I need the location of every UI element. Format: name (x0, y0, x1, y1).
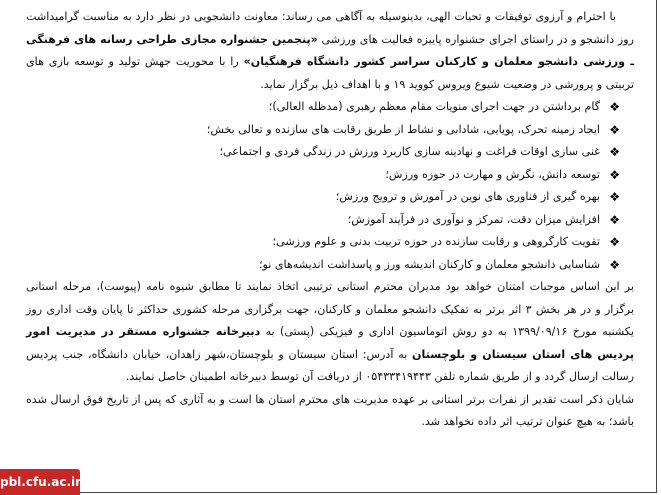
closing-paragraph: شایان ذکر است تقدیر از نفرات برتر استانی بر عهده مدیریت های محترم استان ها است و به آثاری که پس از تاریخ فوق ارسال شده باشد؛ به هیچ عنوان ترتیب اثر داده نخواهد شد. (26, 392, 634, 428)
diamond-cluster-icon: ❖ (609, 145, 620, 159)
list-item-text: تقویت کارگروهی و رقابت سازنده در حوزه تربیت بدنی و علوم ورزشی؛ (272, 235, 600, 248)
diamond-cluster-icon: ❖ (609, 212, 620, 227)
festival-title: «پنجمین جشنواره مجازی طراحی رسانه های فرهنگی ـ ورزشی دانشجو معلمان و کارکنان سراسر کشور دانشگاه فرهنگیان» (26, 32, 634, 68)
letter-body (26, 6, 634, 434)
diamond-cluster-icon: ❖ (609, 122, 620, 137)
list-item (26, 141, 634, 164)
secretariat-name: دبیرخانه جشنواره مستقر در مدیریت امور پردیس های استان سیستان و بلوچستان (26, 325, 634, 361)
intro-text: با احترام و آرزوی توفیقات و تحیات الهی، بدینوسیله به آگاهی می رساند: معاونت دانشجویی در نظر دارد به مناسبت گرامیداشت روز دانشجو و در راستای اجرای جشنواره پاییزه فعالیت های ورزشی (26, 10, 634, 46)
diamond-cluster-icon: ❖ (609, 167, 620, 182)
diamond-cluster-icon: ❖ (609, 100, 620, 114)
list-item (26, 231, 634, 254)
list-item-text: توسعه دانش، نگرش و مهارت در حوزه ورزش؛ (385, 167, 600, 181)
list-item (26, 164, 634, 187)
instructions-text: بر این اساس موجبات امتنان خواهد بود مدیران محترم استانی ترتیبی اتخاذ نمایند تا مطابق شیوه نامه (پیوست)، مرحله استانی برگزار و در هر بخش ۳ اثر برتر به تفکیک دانشجو معلمان و کارکنان، جهت برگزاری مرحله کشوری حداکثر تا پایان وقت اداری روز یکشنبه مورخ ۱۳۹۹/۰۹/۱۶ به دو روش اتوماسیون اداری و فیزیکی (پستی) به (26, 280, 635, 338)
list-item-text: شناسایی دانشجو معلمان و کارکنان اندیشه ورز و پاسداشت اندیشه‌های نو؛ (258, 257, 600, 271)
diamond-cluster-icon: ❖ (609, 190, 620, 204)
list-item (26, 254, 634, 277)
list-item-text: غنی سازی اوقات فراغت و نهادینه سازی کاربرد ورزش در زندگی فردی و اجتماعی؛ (219, 145, 600, 158)
site-watermark: pbl.cfu.ac.ir (0, 469, 80, 495)
list-item-text: ایجاد زمینه تحرک، پویایی، شادابی و نشاط از طریق رقابت های سازنده و تعالی بخش؛ (206, 122, 600, 136)
list-item (26, 119, 634, 142)
diamond-cluster-icon: ❖ (609, 257, 620, 272)
intro-paragraph (26, 6, 634, 96)
list-item (26, 209, 634, 232)
diamond-cluster-icon: ❖ (609, 235, 620, 249)
objectives-list (26, 96, 634, 276)
intro-tail-text: را با محوریت جهش تولید و توسعه بازی های تربیتی و پرورشی در وضعیت شیوع ویروس کووید ۱۹ و با اهداف ذیل برگزار نماید. (26, 55, 634, 91)
list-item (26, 96, 634, 119)
address-text: به آدرس: استان سیستان و بلوچستان،شهر زاهدان، خیابان دانشگاه، جنب پردیس رسالت ارسال گردد و از طریق شماره تلفن ۰۵۴۳۳۴۱۹۴۴۳ از دریافت آن توسط دبیرخانه اطمینان حاصل نمایند. (26, 347, 634, 383)
list-item (26, 186, 634, 209)
list-item-text: افزایش میزان دقت، تمرکز و نوآوری در فرآیند آموزش؛ (347, 212, 600, 226)
list-item-text: بهره گیری از فناوری های نوین در آموزش و ترویج ورزش؛ (335, 190, 600, 203)
list-item-text: گام برداشتن در جهت اجرای منویات مقام معظم رهبری (مدظله العالی)؛ (268, 100, 600, 113)
instructions-paragraph (26, 276, 634, 389)
